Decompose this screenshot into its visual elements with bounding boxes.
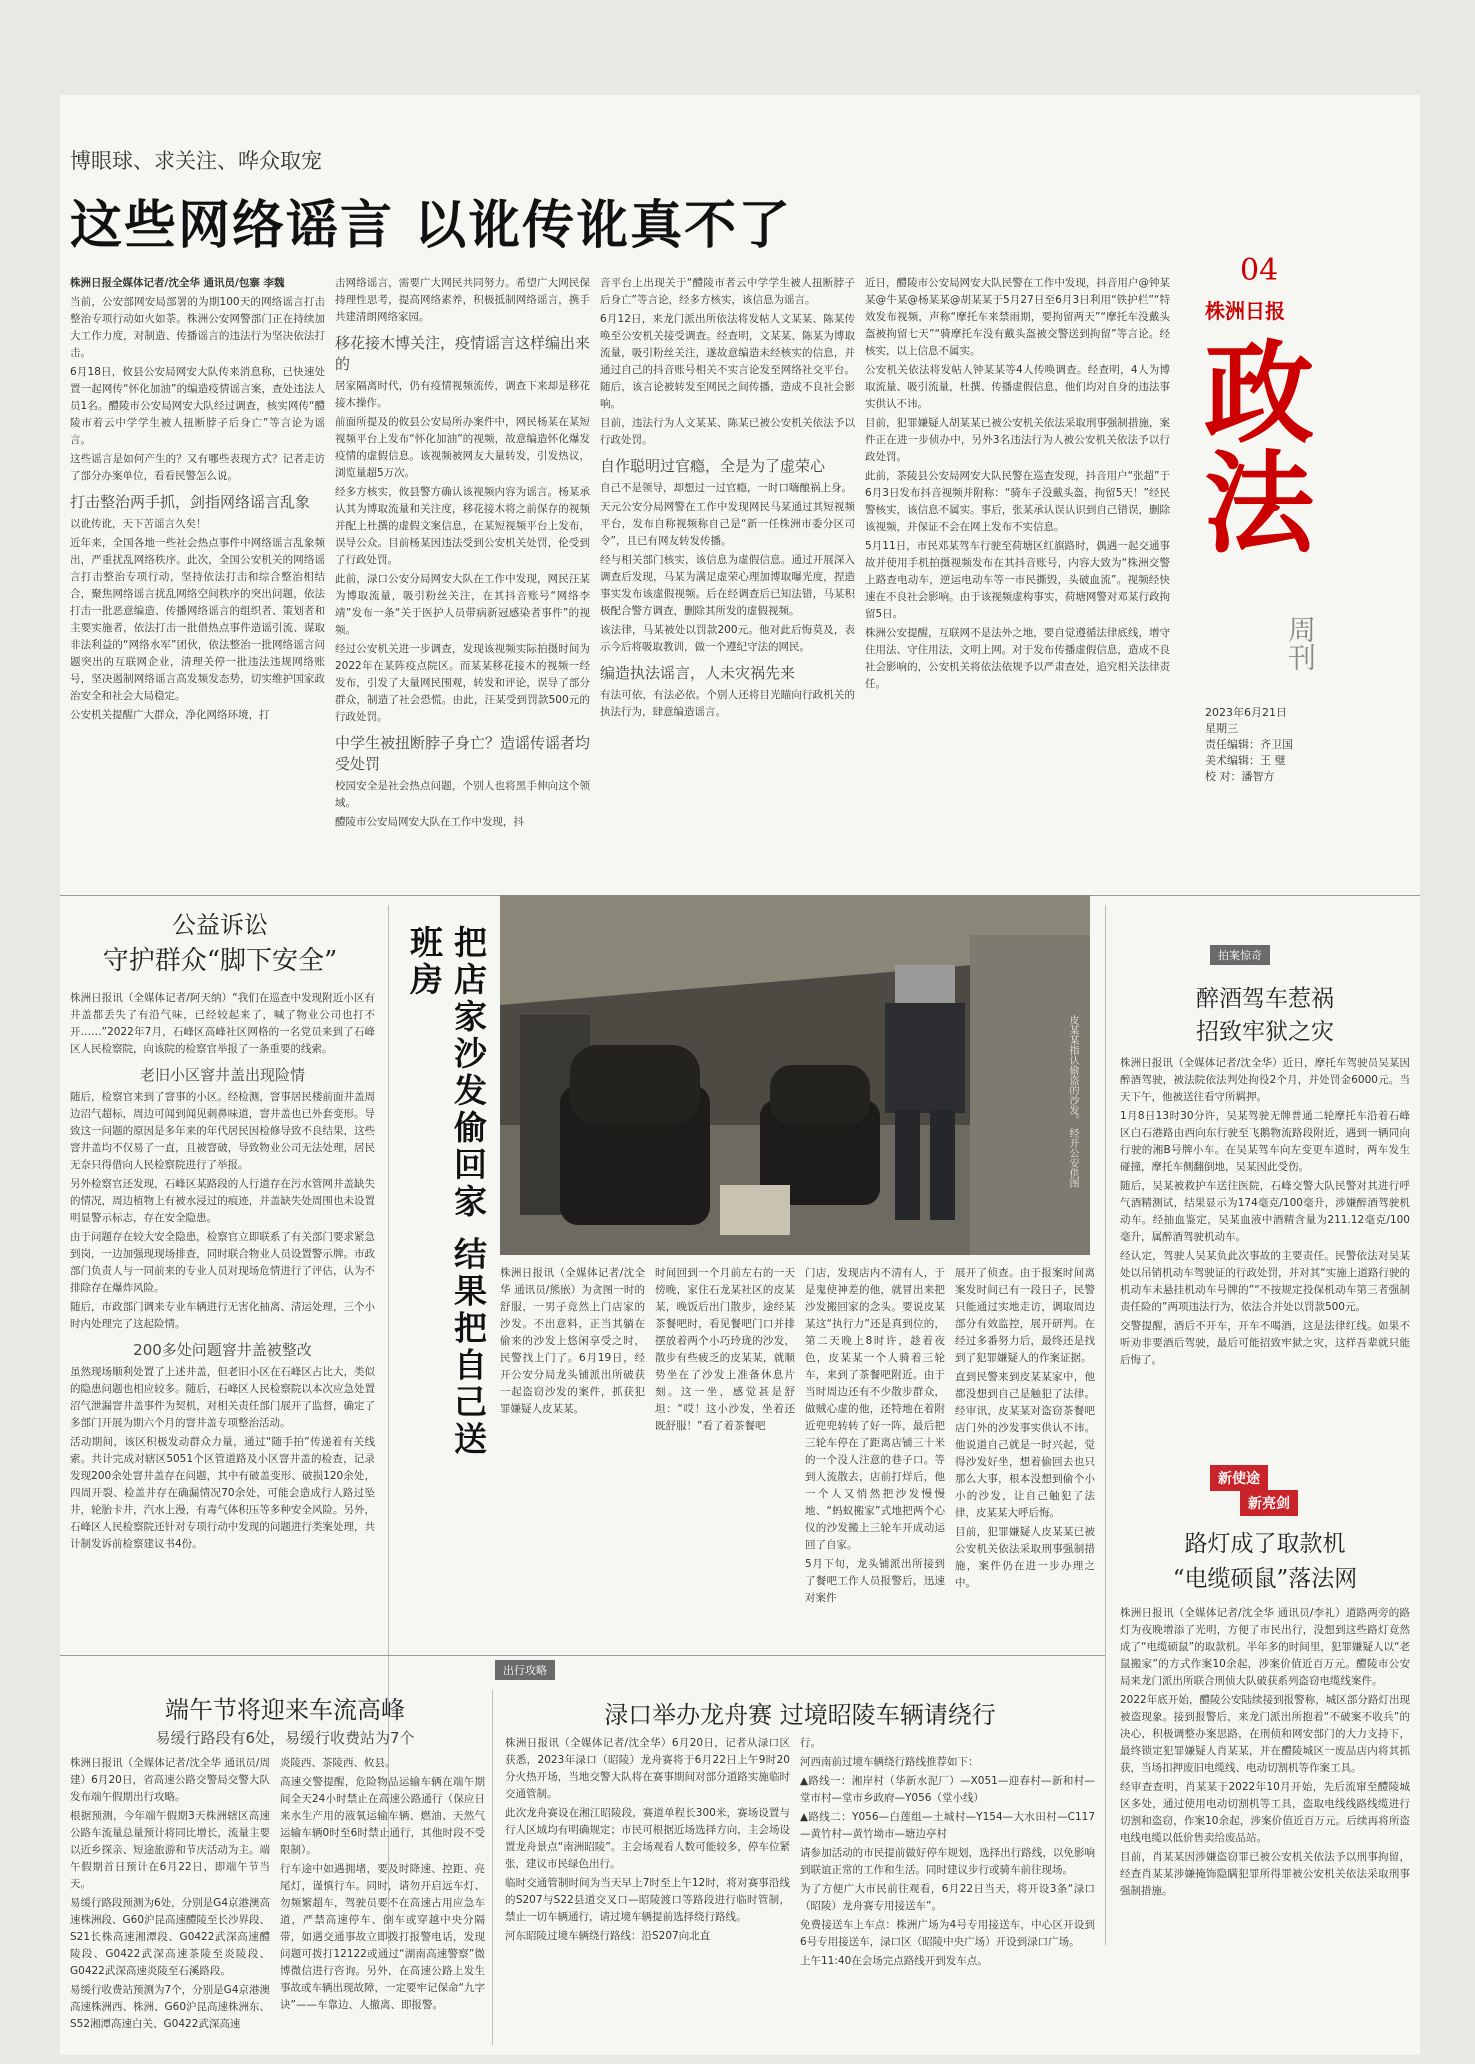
- main-subhead: 编造执法谣言，人未灾祸先来: [600, 664, 796, 682]
- drunk-para: 随后，吴某被救护车送往医院，石峰交警大队民警对其进行呼气酒精测试，结果显示为174毫克/100毫升，涉嫌醉酒驾驶机动车。经抽血鉴定，吴某血液中酒精含量为211.12毫克/100毫升，属醉酒驾驶机动车。: [1120, 1180, 1410, 1243]
- holiday-col-2: [280, 1755, 485, 2045]
- issue-date: 2023年6月21日: [1205, 706, 1287, 719]
- section-tag: 拍案惊奇: [1210, 945, 1270, 965]
- pubsuit-para: 株洲日报讯（全媒体记者/阿天纳）“我们在巡查中发现附近小区有井盖都丢失了有沿气味，已经较起来了，喊了物业公司也打不开……”2022年7月，石峰区高峰社区网格的一名党员来到了石峰区人民检察院，向该院的检察官举报了一条重要的线索。: [70, 992, 375, 1055]
- page-number: 04: [1240, 253, 1279, 288]
- main-para: 6月12日，来龙门派出所依法将发帖人文某某、陈某传唤至公安机关接受调查。经查明，文某某、陈某为博取流量，吸引粉丝关注，遂故意编造未经核实的信息，并通过自己的抖音账号相关不实言论发至网络社交平台。随后，该言论被转发至网民之间传播，造成不良社会影响。: [600, 313, 855, 410]
- proofreader-line: 校 对：潘智方: [1205, 770, 1275, 783]
- cable-para: 经审查查明，肖某某于2022年10月开始，先后流窜至醴陵城区多处，通过使用电动切割机等工具，盗取电线线路线缆进行切割和盗窃，作案10余起，涉案价值近百万元。后续再将所盗电线电缆以低价售卖给废品站。: [1120, 1781, 1410, 1844]
- drunk-para: 经认定，驾驶人吴某负此次事故的主要责任。民警依法对吴某处以吊销机动车驾驶证的行政处罚，并对其“实施上道路行驶的机动车未悬挂机动车号牌的”“不按规定投保机动车第三者强制责任险的”两项违法行为，依法合并处以罚款500元。: [1120, 1250, 1410, 1313]
- pubsuit-para: 另外检察官还发现，石峰区某路段的人行道存在污水管网井盖缺失的情况，周边植物上有被水浸过的痕迹，并盖缺失处周围也未设置明显警示标志，存在安全隐患。: [70, 1178, 375, 1224]
- drunk-body: [1120, 1055, 1410, 1455]
- main-para: 近年来，全国各地一些社会热点事件中网络谣言乱象频出，严重扰乱网络秩序。此次，全国公安机关的网络谣言打击整治专项行动，坚持依法打击和综合整治相结合，聚焦网络谣言扰乱网络空间秩序的突出问题，依法打击一批恶意编造、传播网络谣言的组织者、策划者和主要实施者，依法打击一批借热点事件造谣引流、谋取非法利益的“网络水军”团伙，依法整治一批网络谣言问题突出的互联网企业，清理关停一批违法违规网络账号，坚决遏制网络谣言高发频发态势，切实维护国家政治安全和社会大局稳定。: [70, 537, 325, 702]
- pubsuit-para: 随后，市政部门调来专业车辆进行无害化抽离、清运处理，三个小时内处理完了这起险情。: [70, 1301, 375, 1330]
- section-title: 政法: [1186, 335, 1315, 555]
- main-para: 公安机关依法将发帖人钟某某等4人传唤调查。经查明，4人为博取流量、吸引流量，杜撰、传播虚假信息，他们均对自身的违法事实供认不讳。: [865, 364, 1170, 410]
- sofa-photo: [500, 895, 1090, 1255]
- main-para: 此前，渌口公安分局网安大队在工作中发现，网民汪某为博取流量，吸引粉丝关注，在其抖音账号“网络李靖”发布一条“关于医护人员带病新冠感染者事件”的视频。: [335, 573, 590, 636]
- main-para: 近日，醴陵市公安局网安大队民警在工作中发现，抖音用户@钟某某@牛某@杨某某@胡某某于5月27日至6月3日利用“铁护栏”“特效发布视频，声称“摩托车来禁雨期，要拘留两天”“摩托车没戴头盔被拘留七天”“骑摩托车没有戴头盔被交警送到拘留”等言论。经核实，以上信息不属实。: [865, 277, 1170, 357]
- dragon-para: 免费接送车上车点：株洲广场为4号专用接送车，中心区开设到6号专用接送车，渌口区（昭陵中央广场）开设到渌口广场。: [800, 1919, 1095, 1948]
- cable-title-2: “电缆硕鼠”落法网: [1172, 1566, 1358, 1592]
- main-para: 校园安全是社会热点问题，个别人也将黑手伸向这个领域。: [335, 780, 590, 809]
- divider: [60, 1655, 1105, 1656]
- dragon-col-1: [505, 1735, 790, 2045]
- newspaper-page: [60, 95, 1420, 2055]
- main-subhead: 中学生被扭断脖子身亡？造谣传谣者均受处罚: [335, 734, 590, 773]
- main-para: 目前，违法行为人文某某、陈某已被公安机关依法予以行政处罚。: [600, 417, 855, 446]
- pubsuit-subhead: 老旧小区窨井盖出现险情: [139, 1066, 305, 1084]
- badge-line-1: 新使途: [1218, 1471, 1260, 1487]
- sofa-para: 5月下旬，龙头铺派出所接到了餐吧工作人员报警后，迅速对案件: [805, 1558, 945, 1604]
- sofa-col-3: [805, 1265, 945, 1625]
- holiday-col-1: [70, 1755, 270, 2045]
- main-para: 公安机关提醒广大群众，净化网络环境，打: [70, 709, 270, 721]
- main-para: 经与相关部门核实，该信息为虚假信息。通过开展深入调查后发现，马某为满足虚荣心理加博取曝光度，捏造事实发布该虚假视频。后在经调查后已知法错，马某积极配合警方调查，删除其所发的虚假视频。: [600, 554, 855, 617]
- main-para: 击网络谣言，需要广大网民共同努力。希望广大网民保持理性思考，提高网络素养，积极抵制网络谣言，携手共建清朗网络家园。: [335, 277, 590, 323]
- holiday-subtitle: 易缓行路段有6处，易缓行收费站为7个: [155, 1729, 415, 1747]
- badge-new-journey: [1210, 1465, 1268, 1491]
- sofa-para: 目前，犯罪嫌疑人皮某某已被公安机关依法采取刑事强制措施，案件仍在进一步办理之中。: [955, 1526, 1095, 1589]
- main-para: 醴陵市公安局网安大队在工作中发现，抖: [335, 816, 524, 828]
- main-col-3: [600, 275, 855, 885]
- cable-para: 2022年底开始，醴陵公安陆续接到报警称，城区部分路灯出现被盗现象。接到报警后，来龙门派出所抱着“不破案不收兵”的决心，积极调整办案思路，在刑侦和网安部门的大力支持下，最终锁定犯罪嫌疑人肖某某，并在醴陵城区一废品店内将其抓获，当场扣押废旧电缆线、电动切割机等作案工具。: [1120, 1694, 1410, 1774]
- pubsuit-title-2: 守护群众“脚下安全”: [102, 946, 338, 976]
- pubsuit-para: 活动期间，该区积极发动群众力量，通过“随手拍”传递着有关线索。共计完成对辖区5051个区管道路及小区窨井盖的检查，记录发现200余处窨井盖存在问题，其中有破盖变形、破损120余处，四周开裂、检盖井存在确漏情况70余处，可能会造成行人路过坠井，轮胎卡井，汽水上漫，有毒气体积压等多种安全风险。另外，石峰区人民检察院还针对专项行动中发现的问题进行类案处理，共计制发诉前检察建议书4份。: [70, 1436, 375, 1550]
- main-para: 音平台上出现关于“醴陵市者云中学学生被人扭断脖子后身亡”等言论，经多方核实，该信息为谣言。: [600, 277, 855, 306]
- paper-name: 株洲日报: [1205, 299, 1285, 323]
- dragon-boat-title: 渌口举办龙舟赛 过境昭陵车辆请绕行: [604, 1701, 996, 1729]
- holiday-para: 易缓行路段预测为6处，分别是G4京港澳高速株洲段、G60沪昆高速醴陵至长沙界段、S21长株高速湘潭段、G0422武深高速醴陵段、G0422武深高速茶陵至炎陵段、G0422武深高速炎陵至石溪路段。: [70, 1897, 270, 1977]
- pubsuit-para: 随后，检察官来到了窨事的小区。经检测，窨事居民楼前面井盖周边沼气超标，周边可闻到闻见刺鼻味道，窨井盖也已外套变形。导致这一问题的原因是多年来的年代居民因检修导致不良结果，这些窨井盖均不仅易了一直，且被窨破，导致物业公司无法处理，居民无奈只得借向人民检察院进行了举报。: [70, 1091, 375, 1171]
- issue-info: [1205, 705, 1293, 785]
- drunk-para: 交警提醒，酒后不开车，开车不喝酒，这是法律红线。如果不听劝非要酒后驾驶，最后可能招致牢狱之灾，这样吾辈就只能后悔了。: [1120, 1320, 1410, 1366]
- dragon-para: 行。: [800, 1737, 821, 1749]
- sofa-col-4: [955, 1265, 1095, 1625]
- badge-line-2: 新亮剑: [1248, 1496, 1290, 1512]
- holiday-title: 端午节将迎来车流高峰: [165, 1696, 405, 1724]
- dragon-para: 请参加活动的市民提前做好停车规划，选择出行路线，以免影响到联谊正常的工作和生活。同时建议步行或骑车前往现场。: [800, 1847, 1095, 1876]
- sofa-title: 把店家沙发偷回家 结果把自己送班房: [405, 925, 488, 1459]
- pubsuit-title-1: 公益诉讼: [172, 911, 268, 939]
- dragon-para: ▲路线二：Y056—白莲组—土城村—Y154—大水田村—C117—黄竹村—黄竹坳市—塘边亭村: [800, 1811, 1095, 1840]
- sofa-col-2: [655, 1265, 795, 1625]
- main-para: 以讹传讹，天下苦谣言久矣！: [70, 518, 207, 530]
- art-editor-line: 美术编辑：王 璧: [1205, 754, 1286, 767]
- sofa-para: 株洲日报讯（全媒体记者/沈全华 通讯员/熊嵌）为贪图一时的舒服，一男子竟然上门店家的沙发。不出意料，正当其躺在偷来的沙发上悠闲享受之时，民警找上门了。6月19日，经开公安分局龙头铺派出所破获一起盗窃沙发的案件，抓获犯罪嫌疑人皮某某。: [500, 1267, 645, 1415]
- main-subhead: 移花接木博关注，疫情谣言这样编出来的: [335, 334, 590, 373]
- main-para: 前面所提及的攸县公安局所办案件中，网民杨某在某短视频平台上发布“怀化加油”的视频，故意编造怀化爆发疫情的虚假信息。该视频被网友大量转发，引发热议，浏览量超5万次。: [335, 416, 590, 479]
- sofa-para: 门店，发现店内不清有人，于是鬼使神差的他，就冒出来把沙发搬回家的念头。要说皮某某这“执行力”还是真到位的，第二天晚上8时许，趁着夜色，皮某某一个人骑着三轮车，来到了茶餐吧附近。由于当时周边还有不少散步群众，做贼心虚的他，还特地在着附近兜兜转转了好一阵，最后把三轮车停在了距离店铺三十米的一个没人注意的巷子口。等到人流散去，店前打烊后，他一个人又悄然把沙发慢慢地、“蚂蚁搬家”式地把两个心仪的沙发搬上三轮车开成动运回了自家。: [805, 1267, 945, 1551]
- main-para: 居家隔离时代，仍有疫情视频流传，调查下来却是移花接木操作。: [335, 380, 590, 409]
- dragon-para: ▲路线一：湘岸村（华新水泥厂）—X051—迎春村—新和村—堂市村—堂市乡政府—Y056（堂小线）: [800, 1775, 1095, 1804]
- main-subhead: 自作聪明过官瘾，全是为了虚荣心: [600, 457, 826, 475]
- dragon-para: 为了方便广大市民前往观看，6月22日当天，将开设3条“渌口（昭陵）龙舟赛专用接送车”。: [800, 1883, 1095, 1912]
- main-col-2: [335, 275, 590, 885]
- badge-new-sword: [1240, 1490, 1298, 1516]
- photo-caption: 皮某某指认偷盗的沙发。 经开公安供图: [1067, 1015, 1078, 1189]
- issue-weekday: 星期三: [1205, 722, 1238, 735]
- holiday-para: 高速交警提醒，危险物品运输车辆在端午期间全天24小时禁止在高速公路通行（保应日来水生产用的液氧运输车辆、燃油、天然气运输车辆0时至6时禁止通行，其他时段不受限制）。: [280, 1776, 485, 1856]
- main-para: 该法律，马某被处以罚款200元。他对此后悔莫及，表示今后将吸取教训，做一个遵纪守法的网民。: [600, 624, 855, 653]
- dragon-para: 上午11:40在会场完点路线开到发车点。: [800, 1955, 988, 1967]
- headline: 这些网络谣言 以讹传讹真不了: [70, 196, 793, 256]
- main-para: 自己不是领导，却想过一过官瘾，一时口嗨酿祸上身。: [600, 482, 852, 494]
- main-para: 当前，公安部网安局部署的为期100天的网络谣言打击整治专项行动如火如荼。株洲公安网警部门正在持续加大工作力度，对制造、传播谣言的违法行为坚决依法打击。: [70, 296, 325, 359]
- sofa-para: 直到民警来到皮某某家中，他都没想到自己是触犯了法律。经审讯，皮某某对盗窃茶餐吧店门外的沙发事实供认不讳。他说道自己就是一时兴起，觉得沙发好坐，想着偷回去也只那么大事，根本没想到偷个小小的沙发，让自己触犯了法律，皮某某大呼后悔。: [955, 1371, 1095, 1519]
- main-para: 经过公安机关进一步调查，发现该视频实际拍摄时间为2022年在某阵疫点院区。而某某移花接木的视频一经发布，引发了大量网民围观，转发和评论，误导了部分群众，制造了社会恐慌。由此，汪某受到罚款500元的行政处罚。: [335, 643, 590, 723]
- main-col-4: [865, 275, 1170, 885]
- holiday-para: 根据预测，今年端午假期3天株洲辖区高速公路车流量总量预计将同比增长，流量主要以近乡探亲、短途旅游和节庆活动为主。端午假期首日预计在6月22日，即端午节当天。: [70, 1810, 270, 1890]
- drunk-title-2: 招致牢狱之灾: [1196, 1019, 1334, 1045]
- holiday-para: 株洲日报讯（全媒体记者/沈全华 通讯员/周建）6月20日，省高速公路交警局交警大队发布端午假期出行攻略。: [70, 1757, 270, 1803]
- sofa-col-1: [500, 1265, 645, 1625]
- cable-para: 目前，肖某某因涉嫌盗窃罪已被公安机关依法予以刑事拘留，经查肖某某涉嫌掩饰隐瞒犯罪所得罪被公安机关依法采取刑事强制措施。: [1120, 1851, 1410, 1897]
- main-para: 天元公安分局网警在工作中发现网民马某通过其短视频平台，发布自称视频称自己是“新一任株洲市委分区司令”，且已有网友转发传播。: [600, 501, 855, 547]
- pubsuit-para: 由于问题存在较大安全隐患，检察官立即联系了有关部门要求紧急到岗，一边加强现现场排查，同时联合物业人员设置警示牌。市政部门负责人与一同前来的专业人员对现场危情进行了评估，认为不排除存在爆炸风险。: [70, 1231, 375, 1294]
- main-byline: 株洲日报全媒体记者/沈全华 通讯员/包寨 李魏: [70, 277, 285, 289]
- holiday-para: 易缓行收费站预测为7个，分别是G4京港澳高速株洲西、株洲、G60沪昆高速株洲东、S52湘潭高速白关、G0422武深高速: [70, 1984, 270, 2030]
- cable-title-1: 路灯成了取款机: [1184, 1531, 1346, 1557]
- main-para: 这些谣言是如何产生的？又有哪些表现方式？记者走访了部分办案单位，看看民警怎么说。: [70, 453, 325, 482]
- dragon-para: 此次龙舟赛设在湘江昭陵段，赛道单程长300米，赛场设置与行人区域均有明确规定；市民可根据近场选择方向，主会场设置龙舟景点“南洲昭陵”。主会场观看人数可能较多，停车位紧张，建议市民绿色出行。: [505, 1807, 790, 1870]
- dragon-col-2: [800, 1735, 1095, 2045]
- main-para: 此前，茶陵县公安局网安大队民警在巡查发现，抖音用户“张超”于6月3日发布抖音视频并附称：“骑车子没戴头盔，拘留5天！”经民警核实，该信息不属实。事后，张某承认误认识到自己错误，删除该视频，并保证不会在网上发布不实信息。: [865, 470, 1170, 533]
- drunk-para: 1月8日13时30分许，吴某驾驶无牌普通二轮摩托车沿着石峰区白石港路由西向东行驶至飞鹅物流路段附近，遇到一辆同向行驶的湘B号牌小车。在吴某驾车向左变更车道时，两车发生碰撞，摩托车侧翻倒地，吴某因此受伤。: [1120, 1110, 1410, 1173]
- kicker: 博眼球、求关注、哗众取宠: [70, 149, 322, 173]
- dragon-para: 临时交通管制时间为当天早上7时至上午12时，将对赛事沿线的S207与S22县道交叉口—昭陵渡口等路段进行临时管制，禁止一切车辆通行，请过境车辆提前选择绕行路线。: [505, 1877, 790, 1923]
- editor-line: 责任编辑：齐卫国: [1205, 738, 1293, 751]
- dragon-para: 株洲日报讯（全媒体记者/沈全华）6月20日，记者从渌口区获悉，2023年渌口（昭陵）龙舟赛将于6月22日上午9时20分火热开场，当地交警大队将在赛事期间对部分道路实施临时交通管制。: [505, 1737, 790, 1800]
- drunk-para: 株洲日报讯（全媒体记者/沈全华）近日，摩托车驾驶员吴某因醉酒驾驶，被法院依法判处拘役2个月，并处罚金6000元。当天下午，他被送往看守所羁押。: [1120, 1057, 1410, 1103]
- main-subhead: 打击整治两手抓，剑指网络谣言乱象: [70, 493, 311, 511]
- dragon-para: 河西南前过境车辆绕行路线推荐如下：: [800, 1756, 979, 1768]
- sofa-photo-drawing: [500, 895, 1090, 1255]
- column-divider: [492, 1690, 493, 2045]
- section-tag: 出行攻略: [495, 1660, 555, 1680]
- column-divider: [1105, 905, 1106, 1945]
- sofa-para: 时间回到一个月前左右的一天傍晚，家住石龙某社区的皮某某，晚饭后出门散步，途经某茶餐吧时，看见餐吧门口并排摆放着两个小巧玲珑的沙发，散步有些疲乏的皮某某，就顺势坐在了沙发上准备休息片刻。这一坐，感觉甚是舒坦：“哎！这小沙发，坐着还既舒服！”看了着茶餐吧: [655, 1267, 795, 1432]
- holiday-para: 行车途中如遇拥堵，要及时降速、控距、亮尾灯，谨慎行车。同时，请勿开启远车灯、勿频繁超车，驾驶员要不在高速占用应急车道，严禁高速停车、倒车或穿越中央分隔带，如遇交通事故立即拨打报警电话，发现问题可拨打12122或通过“湖南高速警察”微博微信进行咨询。另外，在高速公路上发生事故或车辆出现故障，一定要牢记保命“九字诀”——车靠边、人撤离、即报警。: [280, 1863, 485, 2011]
- main-para: 有法可依，有法必依。个别人还将目光瞄向行政机关的执法行为，肆意编造谣言。: [600, 689, 855, 718]
- pubsuit-para: 虽然现场顺利处置了上述井盖，但老旧小区在石峰区占比大，类似的隐患问题也相应较多。随后，石峰区人民检察院以本次应急处置沼气泄漏窨井盖事件为契机，对相关责任部门展开了监督，确定了多部门开展为期六个月的窨井盖专项整治活动。: [70, 1366, 375, 1429]
- main-para: 经多方核实，攸县警方确认该视频内容为谣言。杨某承认其为博取流量和关注度，移花接木将之前保存的视频并配上杜撰的虚假文案信息，在某短视频平台上发布，误导公众。目前杨某因违法受到公安机关处罚，伦受到了行政处罚。: [335, 486, 590, 566]
- main-col-1: [70, 275, 325, 885]
- dragon-para: 河东昭陵过境车辆绕行路线：沿S207向北直: [505, 1930, 711, 1942]
- cable-para: 株洲日报讯（全媒体记者/沈全华 通讯员/李礼）道路两旁的路灯为夜晚增添了光明，方便了市民出行，没想到这些路灯竟然成了“电缆硕鼠”的取款机。半年多的时间里，犯罪嫌疑人以“老鼠搬家”的方式作案10余起，涉案价值近百万元。醴陵市公安局来龙门派出所联合刑侦大队破获系列盗窃电缆线案件。: [1120, 1607, 1410, 1687]
- holiday-para: 炎陵西、茶陵西、攸县。: [280, 1757, 396, 1769]
- main-para: 株洲公安提醒，互联网不是法外之地，要自觉遵循法律底线，增守住用法、守住用法，文明上网。对于发布传播虚假信息，造成不良社会影响的，公安机关将依法依规予以严肃查处，追究相关法律责任。: [865, 627, 1170, 690]
- main-para: 6月18日，攸县公安局网安大队传来消息称，已快速处置一起网传“怀化加油”的编造疫情谣言案，查处违法人员1名。醴陵市公安局网安大队经过调查，核实网传“醴陵市着云中学学生被人扭断脖子后身亡”等言论为谣言。: [70, 366, 325, 446]
- main-para: 目前，犯罪嫌疑人胡某某已被公安机关依法采取刑事强制措施，案件正在进一步侦办中，另外3名违法行为人被公安机关依法予以行政处罚。: [865, 417, 1170, 463]
- weekly-label: 周刊: [1284, 615, 1317, 671]
- pubsuit-subhead: 200多处问题窨井盖被整改: [133, 1341, 312, 1359]
- cable-body: [1120, 1605, 1410, 2045]
- main-para: 5月11日，市民邓某驾车行驶至荷塘区红旗路时，偶遇一起交通事故并使用手机拍摄视频发布在其抖音账号，内容大致为“株洲交警上路查电动车，逆运电动车等一市民撕毁，头破血流”。视频经快速在不良社会影响。由于该视频虚构事实，荷塘网警对邓某行政拘留5日。: [865, 540, 1170, 620]
- sofa-para: 展开了侦查。由于报案时间离案发时间已有一段日子，民警只能通过实地走访，调取周边部分有效监控，展开研判。在经过多番努力后，最终还是找到了犯罪嫌疑人的作案证据。: [955, 1267, 1095, 1364]
- drunk-title-1: 醉酒驾车惹祸: [1196, 986, 1334, 1012]
